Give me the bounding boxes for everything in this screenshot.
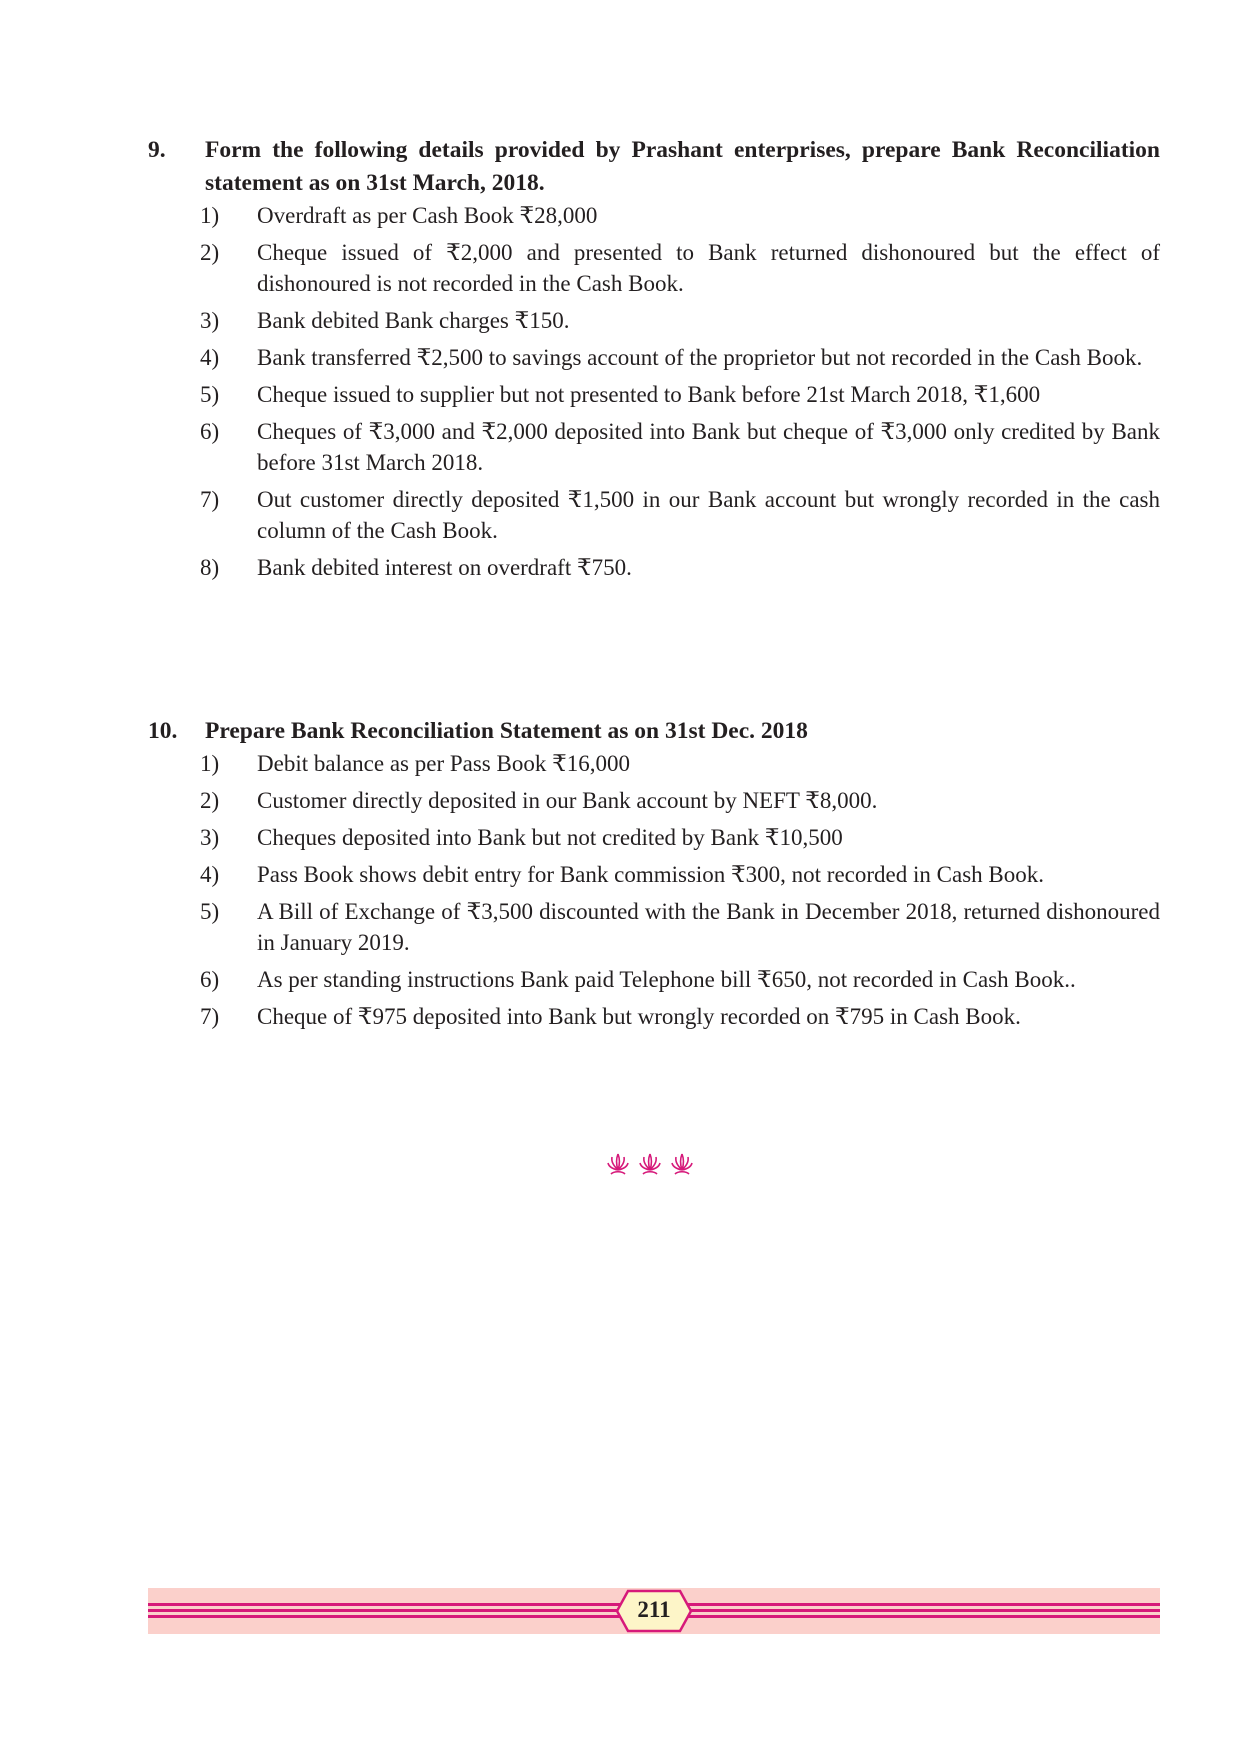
item-number: 4)	[200, 345, 220, 370]
item-number: 1)	[200, 203, 220, 228]
list-item	[148, 822, 1160, 853]
item-text: Bank debited interest on overdraft ₹750.	[257, 555, 632, 580]
list-item	[148, 552, 1160, 583]
item-number: 3)	[200, 308, 220, 333]
list-item	[148, 416, 1160, 478]
item-number: 8)	[200, 555, 220, 580]
list-item	[148, 305, 1160, 336]
section-end-ornament	[605, 1150, 695, 1178]
list-item	[148, 785, 1160, 816]
item-text: Debit balance as per Pass Book ₹16,000	[257, 751, 630, 776]
item-number: 7)	[200, 1004, 220, 1029]
list-item	[148, 964, 1160, 995]
item-number: 4)	[200, 862, 220, 887]
question-10-title: Prepare Bank Reconciliation Statement as on 31st Dec. 2018	[205, 718, 808, 744]
item-text: Bank debited Bank charges ₹150.	[257, 308, 570, 333]
item-text: Bank transferred ₹2,500 to savings account of the proprietor but not recorded in the Cash Book.	[257, 345, 1143, 370]
item-text: Cheque of ₹975 deposited into Bank but wrongly recorded on ₹795 in Cash Book.	[257, 1004, 1021, 1029]
question-9	[148, 134, 1160, 589]
question-9-number: 9.	[148, 137, 166, 163]
page-number: 211	[637, 1597, 671, 1622]
flower-ornament-icon	[669, 1150, 695, 1176]
item-number: 6)	[200, 419, 220, 444]
list-item	[148, 1001, 1160, 1032]
list-item	[148, 484, 1160, 546]
item-text: Overdraft as per Cash Book ₹28,000	[257, 203, 598, 228]
item-number: 2)	[200, 788, 220, 813]
item-number: 3)	[200, 825, 220, 850]
question-10	[148, 715, 1160, 1038]
flower-ornament-icon	[637, 1150, 663, 1176]
item-number: 7)	[200, 487, 220, 512]
item-number: 5)	[200, 382, 220, 407]
item-text: As per standing instructions Bank paid Telephone bill ₹650, not recorded in Cash Book..	[257, 967, 1076, 992]
page-footer	[148, 1588, 1160, 1634]
item-text: Customer directly deposited in our Bank account by NEFT ₹8,000.	[257, 788, 878, 813]
item-text: Out customer directly deposited ₹1,500 in our Bank account but wrongly recorded in the cash column of the Cash Book.	[257, 487, 1160, 543]
item-text: Cheques of ₹3,000 and ₹2,000 deposited into Bank but cheque of ₹3,000 only credited by Bank before 31st March 2018.	[257, 419, 1160, 475]
list-item	[148, 237, 1160, 299]
list-item	[148, 896, 1160, 958]
item-number: 2)	[200, 240, 220, 265]
item-text: Cheque issued of ₹2,000 and presented to Bank returned dishonoured but the effect of dishonoured is not recorded in the Cash Book.	[257, 240, 1160, 296]
item-text: A Bill of Exchange of ₹3,500 discounted with the Bank in December 2018, returned dishonoured in January 2019.	[257, 899, 1160, 955]
item-number: 1)	[200, 751, 220, 776]
list-item	[148, 200, 1160, 231]
question-9-title: Form the following details provided by Prashant enterprises, prepare Bank Reconciliation statement as on 31st March, 2018.	[205, 137, 1160, 196]
question-10-number: 10.	[148, 718, 178, 744]
list-item	[148, 379, 1160, 410]
flower-ornament-icon	[605, 1150, 631, 1176]
list-item	[148, 342, 1160, 373]
item-number: 6)	[200, 967, 220, 992]
list-item	[148, 748, 1160, 779]
item-text: Cheque issued to supplier but not presented to Bank before 21st March 2018, ₹1,600	[257, 382, 1041, 407]
question-9-heading	[148, 134, 1160, 200]
list-item	[148, 859, 1160, 890]
item-text: Cheques deposited into Bank but not credited by Bank ₹10,500	[257, 825, 843, 850]
item-number: 5)	[200, 899, 220, 924]
item-text: Pass Book shows debit entry for Bank commission ₹300, not recorded in Cash Book.	[257, 862, 1044, 887]
question-9-items	[148, 200, 1160, 583]
question-10-items	[148, 748, 1160, 1032]
question-10-heading	[148, 715, 1160, 748]
